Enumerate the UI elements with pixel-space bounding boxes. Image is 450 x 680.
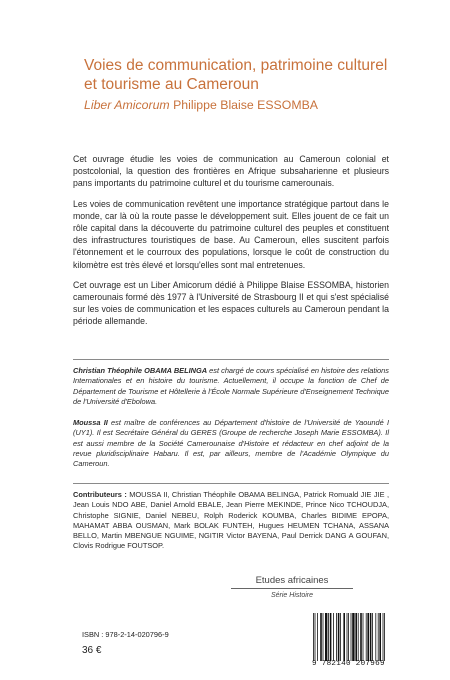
series-name: Etudes africaines — [255, 575, 329, 586]
title-block — [84, 56, 404, 113]
summary — [73, 153, 389, 336]
series-divider — [231, 588, 353, 589]
summary-paragraph: Cet ouvrage est un Liber Amicorum dédié à Philippe Blaise ESSOMBA, historien camerounais formé dès 1977 à l'Université de Strasbourg II et qui s'est spécialisé sur les voies de communication et les espaces culturels au Cameroun pendant la période allemande. — [73, 279, 389, 327]
price: 36 € — [82, 645, 102, 656]
subtitle-rest: Philippe Blaise ESSOMBA — [169, 98, 318, 112]
author-name: Moussa II — [73, 418, 108, 427]
series-subtitle: Série Histoire — [270, 592, 313, 599]
author-bio-text: est chargé de cours spécialisé en histoire des relations Internationales et en histoire du tourisme. Actuellement, il occupe la fonction de Chef de Département de Tourisme et Hôtellerie à l'École Normale Supérieure d'Enseignement Technique de l'Université d'Ebolowa. — [73, 366, 389, 406]
summary-paragraph: Les voies de communication revêtent une importance stratégique partout dans le monde, car là où la route passe le développement suit. Elles jouent de ce fait un rôle capital dans la découverte du patrimoine culturel des peuples et constituent des infrastructures touristiques de base. Au Cameroun, elles suscitent parfois l'étonnement et le courroux des populations, lorsque le coût de construction du kilomètre est très élevé et lorsqu'elles sont mal entretenues. — [73, 198, 389, 270]
summary-paragraph: Cet ouvrage étudie les voies de communication au Cameroun colonial et postcolonial, la question des frontières en Afrique subsaharienne et plusieurs pans importants du patrimoine culturel et du tourisme camerounais. — [73, 154, 389, 189]
author-bio — [73, 418, 389, 469]
contributors-list: MOUSSA II, Christian Théophile OBAMA BELINGA, Patrick Romuald JIE JIE , Jean Louis NDO ABE, Daniel Arnold EBALE, Jean Pierre MEKINDE, Prince Nico TCHOUDJA, Christophe SIGNIE, Daniel NEBEU, Rolph Roderick KOUMBA, Charles BIDIME EPOPA, MAHAMAT ABBA OUSMAN, Mark BOLAK FUNTEH, Hugues HEUMEN TCHANA, ASSANA BELLO, Martin MBENGUE NGUIME, NGITIR Victor BAYENA, Paul Derrick DANG A GOUFAN, Clovis Rodrigue FOUTSOP. — [73, 490, 390, 551]
contributors-label: Contributeurs : — [73, 490, 127, 499]
author-name: Christian Théophile OBAMA BELINGA — [73, 366, 208, 375]
divider — [73, 483, 389, 484]
author-bio — [73, 366, 389, 407]
subtitle-italic: Liber Amicorum — [84, 98, 170, 112]
isbn: ISBN : 978-2-14-020796-9 — [82, 630, 169, 639]
divider — [73, 359, 389, 360]
book-title: Voies de communication, patrimoine culturel et tourisme au Cameroun — [84, 57, 388, 93]
barcode-icon — [312, 613, 410, 661]
author-bio-text: est maître de conférences au Département d'histoire de l'Université de Yaoundé I (UY1). Il est Secrétaire Général du GERES (Groupe de recherche Joseph Marie ESSOMBA). Il est aussi membre de la Société Camerounaise d'Histoire et rédacteur en chef adjoint de la revue pluridisciplinaire Habaru. Il est, par ailleurs, membre de l'Académie Olympique du Cameroun. — [73, 418, 390, 469]
series-logo — [212, 575, 372, 600]
contributors — [73, 490, 389, 552]
barcode-number: 9 782140 207969 — [312, 660, 385, 668]
book-subtitle — [84, 97, 404, 113]
